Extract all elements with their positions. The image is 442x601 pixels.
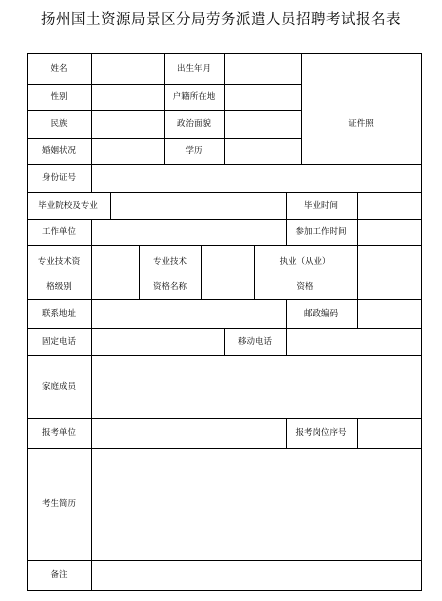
table-rule bbox=[286, 418, 287, 448]
table-rule bbox=[286, 219, 287, 245]
mobile-field[interactable] bbox=[287, 329, 421, 355]
ethnicity-label: 民族 bbox=[50, 119, 68, 129]
marital-field[interactable] bbox=[92, 139, 164, 164]
address-field[interactable] bbox=[92, 300, 286, 328]
family-field[interactable] bbox=[92, 356, 421, 418]
hukou-label: 户籍所在地 bbox=[172, 92, 216, 102]
hukou-field[interactable] bbox=[225, 85, 301, 110]
birth-field[interactable] bbox=[225, 54, 301, 84]
table-rule bbox=[254, 245, 255, 299]
table-rule bbox=[27, 590, 422, 591]
photo-label: 证件照 bbox=[348, 119, 374, 129]
graduate-school-label: 毕业院校及专业 bbox=[38, 201, 98, 211]
table-rule bbox=[224, 328, 225, 355]
gender-label: 性别 bbox=[50, 92, 68, 102]
work-unit-label: 工作单位 bbox=[41, 227, 77, 237]
work-unit-field[interactable] bbox=[92, 220, 286, 245]
tech-name-field[interactable] bbox=[202, 246, 254, 299]
work-start-label: 参加工作时间 bbox=[295, 227, 347, 237]
phone-field[interactable] bbox=[92, 329, 224, 355]
position-no-label: 报考岗位序号 bbox=[295, 428, 347, 438]
address-label: 联系地址 bbox=[41, 309, 77, 319]
id-number-field[interactable] bbox=[92, 165, 421, 192]
table-rule bbox=[286, 299, 287, 328]
tech-grade-label: 专业技术资 bbox=[37, 257, 81, 267]
education-field[interactable] bbox=[225, 139, 301, 164]
tech-grade-field[interactable] bbox=[92, 246, 139, 299]
tech-name-label: 资格名称 bbox=[152, 282, 188, 292]
graduate-time-field[interactable] bbox=[358, 193, 421, 219]
form-title: 扬州国土资源局景区分局劳务派遣人员招聘考试报名表 bbox=[41, 12, 401, 28]
ethnicity-field[interactable] bbox=[92, 111, 164, 138]
practice-label: 执业（从业） bbox=[279, 257, 331, 267]
postcode-label: 邮政编码 bbox=[303, 309, 339, 319]
political-field[interactable] bbox=[225, 111, 301, 138]
political-label: 政治面貌 bbox=[176, 119, 212, 129]
practice-field[interactable] bbox=[358, 246, 421, 299]
table-rule bbox=[164, 53, 165, 164]
postcode-field[interactable] bbox=[358, 300, 421, 328]
education-label: 学历 bbox=[185, 146, 203, 156]
table-rule bbox=[139, 245, 140, 299]
family-label: 家庭成员 bbox=[41, 382, 77, 392]
name-label: 姓名 bbox=[50, 64, 68, 74]
unit-label: 报考单位 bbox=[41, 428, 77, 438]
practice-label: 资格 bbox=[296, 282, 314, 292]
unit-field[interactable] bbox=[92, 419, 286, 448]
name-field[interactable] bbox=[92, 54, 164, 84]
resume-label: 考生简历 bbox=[41, 499, 77, 509]
graduate-time-label: 毕业时间 bbox=[303, 201, 339, 211]
position-no-field[interactable] bbox=[358, 419, 421, 448]
remarks-label: 备注 bbox=[50, 570, 68, 580]
tech-name-label: 专业技术 bbox=[152, 257, 188, 267]
table-border-left bbox=[27, 53, 28, 591]
table-border-right bbox=[421, 53, 422, 591]
photo-area[interactable] bbox=[302, 54, 421, 164]
tech-grade-label: 格级别 bbox=[46, 282, 72, 292]
remarks-field[interactable] bbox=[92, 561, 421, 590]
mobile-label: 移动电话 bbox=[237, 337, 273, 347]
id-number-label: 身份证号 bbox=[41, 173, 77, 183]
work-start-field[interactable] bbox=[358, 220, 421, 245]
resume-field[interactable] bbox=[92, 449, 421, 560]
phone-label: 固定电话 bbox=[41, 337, 77, 347]
birth-label: 出生年月 bbox=[176, 64, 212, 74]
graduate-school-field[interactable] bbox=[111, 193, 286, 219]
gender-field[interactable] bbox=[92, 85, 164, 110]
marital-label: 婚姻状况 bbox=[41, 146, 77, 156]
table-rule bbox=[286, 192, 287, 219]
